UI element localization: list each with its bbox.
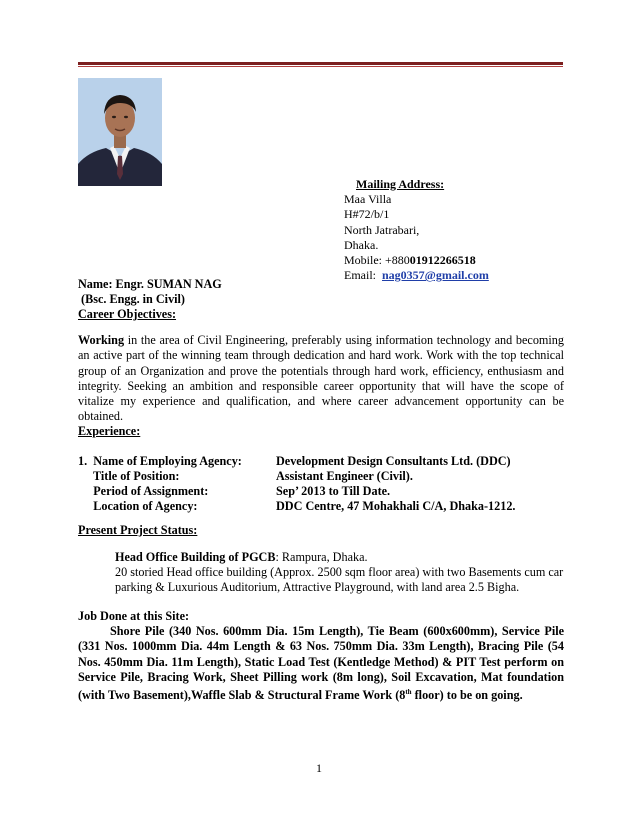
experience-label: 1. Name of Employing Agency: [78,454,242,468]
address-line: Maa Villa [344,192,392,207]
objective-text: in the area of Civil Engineering, preferably using information technology and becoming an active part of the winning team through dedication and hard work. Work with the top technical group of an Organization and prove the potentials through hard work, efficiency, enthusiasm and integrity. Seeking an ambition and responsible career opportunity that will have the scope of vitalize my experience and qualification, and where career advancement opportunity can be obtained. [78,333,564,424]
profile-photo [78,78,162,186]
career-heading-text: Career Objectives: [78,307,177,321]
project-block [115,550,565,596]
experience-label: Title of Position: [78,469,180,483]
objective-paragraph [78,333,564,425]
career-heading [78,307,564,322]
project-description: 20 storied Head office building (Approx. 2500 sqm floor area) with two Basements cum car parking & Luxurious Auditorium, Attractive Playground, with land area 2.5 Bigha. [115,565,564,595]
job-text-sup: th [405,688,412,697]
job-heading: Job Done at this Site: [78,609,190,623]
address-line: Dhaka. [344,237,379,252]
project-location: : Rampura, Dhaka. [275,550,368,564]
project-title: Head Office Building of PGCB [115,550,276,564]
mobile-line [344,253,489,268]
objective-lead: Working [78,333,125,347]
experience-value: Assistant Engineer (Civil). [276,469,413,483]
project-title-line [115,550,565,565]
project-heading: Present Project Status: [78,523,198,537]
mobile-label: Mobile: +880 [344,253,410,268]
email-link[interactable]: nag0357@gmail.com [382,268,489,283]
experience-label: Period of Assignment: [78,484,209,498]
name-line: Name: Engr. SUMAN NAG [78,277,222,291]
mailing-heading: Mailing Address: [356,177,445,191]
mailing-address [344,177,489,283]
experience-label: Location of Agency: [78,499,198,513]
address-line: H#72/b/1 [344,207,390,222]
experience-value: Sep’ 2013 to Till Date. [276,484,391,498]
degree-line: (Bsc. Engg. in Civil) [78,292,185,306]
header-rule [78,62,563,65]
job-text-a: Shore Pile (340 Nos. 600mm Dia. 15m Length), Tie Beam (600x600mm), Service Pile (331 Nos. 1000mm Dia. 44m Length & 63 Nos. 750mm Dia. 33m Length), Bracing Pile (54 Nos. 450mm Dia. 11m Length), Static Load Test (Kentledge Method) & PIT Test perform on Service Pile, Bracing Work, Sheet Pilling work (8m long), Soil Excavation, Mat foundation (with Two Basement),Waffle Slab & Structural Frame Work (8 [78,624,564,703]
header-rule-thin [78,66,563,67]
experience-value: DDC Centre, 47 Mohakhali C/A, Dhaka-1212. [276,499,516,513]
job-text-b: floor) to be on going. [411,688,523,703]
experience-value: Development Design Consultants Ltd. (DDC) [276,454,511,468]
address-line: North Jatrabari, [344,222,420,237]
page-number: 1 [316,761,322,775]
mobile-number: 01912266518 [409,253,476,268]
experience-heading: Experience: [78,424,141,438]
job-done-paragraph [78,624,564,704]
email-label: Email: [344,268,376,283]
